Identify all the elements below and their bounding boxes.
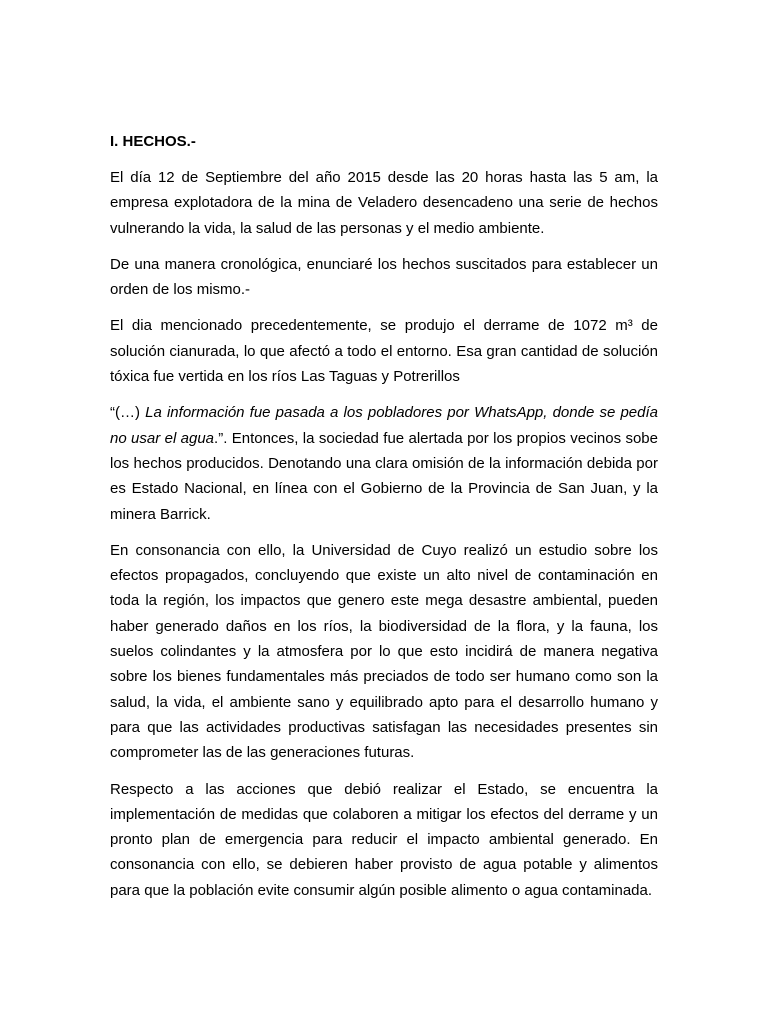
quoted-text: La información fue pasada a los pobladores por WhatsApp, donde se pedía no usar el agua: [110, 404, 658, 447]
paragraph-4-rest: .”. Entonces, la sociedad fue alertada por los propios vecinos sobe los hechos producidos. Denotando una clara omisión de la información debida por es Estado Nacional, en línea con el Gobierno de la Provincia de San Juan, y la minera Barrick.: [110, 429, 658, 523]
paragraph-1: El día 12 de Septiembre del año 2015 desde las 20 horas hasta las 5 am, la empresa explotadora de la mina de Veladero desencadeno una serie de hechos vulnerando la vida, la salud de las personas y el medio ambiente.: [110, 169, 658, 237]
document-page: [110, 129, 658, 914]
paragraph-4: [110, 400, 658, 526]
paragraph-3: El dia mencionado precedentemente, se produjo el derrame de 1072 m³ de solución cianurada, lo que afectó a todo el entorno. Esa gran cantidad de solución tóxica fue vertida en los ríos Las Taguas y Potrerillos: [110, 317, 658, 386]
paragraph-6: Respecto a las acciones que debió realizar el Estado, se encuentra la implementación de medidas que colaboren a mitigar los efectos del derrame y un pronto plan de emergencia para reducir el impacto ambiental generado. En consonancia con ello, se debieren haber provisto de agua potable y alimentos para que la población evite consumir algún posible alimento o agua contaminada.: [110, 780, 658, 899]
section-heading: I. HECHOS.-: [110, 133, 196, 150]
paragraph-2: De una manera cronológica, enunciaré los hechos suscitados para establecer un orden de los mismo.-: [110, 255, 658, 299]
paragraph-5: En consonancia con ello, la Universidad de Cuyo realizó un estudio sobre los efectos propagados, concluyendo que existe un alto nivel de contaminación en toda la región, los impactos que genero este mega desastre ambiental, pueden haber generado daños en los ríos, la biodiversidad de la flora, y la fauna, los suelos colindantes y la atmosfera por lo que esto incidirá de manera negativa sobre los bienes fundamentales más preciados de todo ser humano como son la salud, la vida, el ambiente sano y equilibrado apto para el desarrollo humano y para que las actividades productivas satisfagan las necesidades presentes sin comprometer las de las generaciones futuras.: [110, 541, 658, 762]
quote-open: “(…): [110, 404, 146, 422]
